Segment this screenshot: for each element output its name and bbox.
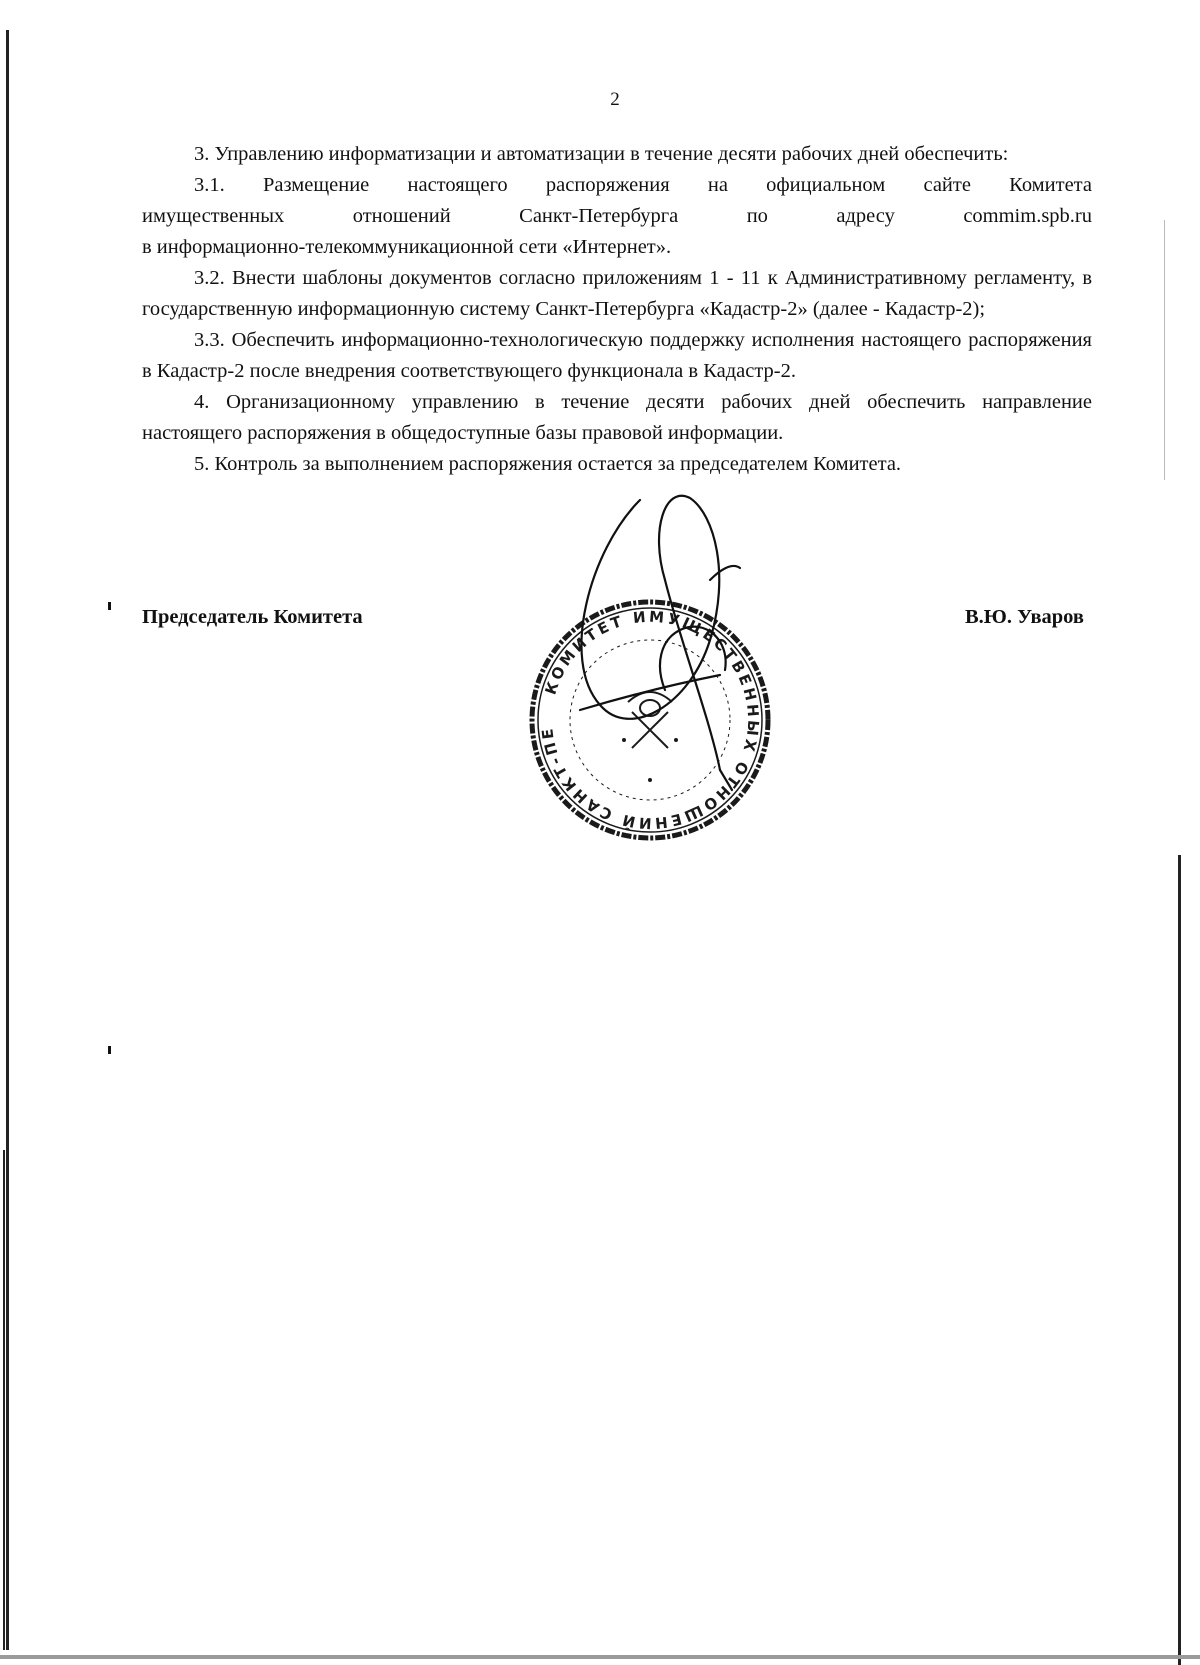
paragraph-3-2: 3.2. Внести шаблоны документов согласно приложениям 1 - 11 к Административному регламенту, в государственную информационную систему Санкт-Петербурга «Кадастр-2» (далее - Кадастр-2);: [142, 267, 1092, 320]
paragraph-3: 3. Управлению информатизации и автоматизации в течение десяти рабочих дней обеспечить:: [194, 143, 1009, 165]
paragraph-4: 4. Организационному управлению в течение десяти рабочих дней обеспечить направление настоящего распоряжения в общедоступные базы правовой информации.: [142, 391, 1092, 444]
paragraph-3-3: 3.3. Обеспечить информационно-технологическую поддержку исполнения настоящего распоряжения в Кадастр-2 после внедрения соответствующего функционала в Кадастр-2.: [142, 329, 1092, 382]
address-word: по: [746, 205, 768, 227]
paragraph-3-1-address-line: [142, 201, 1092, 232]
website-address: commim.spb.ru: [963, 205, 1092, 227]
signature-graphic: [570, 490, 790, 830]
paragraph-3-1-lead: 3.1. Размещение настоящего распоряжения на официальном сайте Комитета: [194, 174, 1092, 196]
document-body: [142, 139, 1092, 480]
scan-edge-bottom: [0, 1655, 1200, 1659]
paragraph-5: 5. Контроль за выполнением распоряжения остается за председателем Комитета.: [194, 453, 902, 475]
address-word: адресу: [836, 205, 895, 227]
punch-hole-mark: [108, 1046, 111, 1054]
scan-edge-right-faint: [1164, 220, 1165, 480]
page-number: 2: [610, 89, 620, 110]
punch-hole-mark: [108, 602, 111, 610]
paragraph-3-1-tail: в информационно-телекоммуникационной сети «Интернет».: [142, 236, 672, 258]
scan-edge-right: [1178, 855, 1181, 1665]
scan-edge-left: [6, 30, 9, 1650]
signatory-position: Председатель Комитета: [142, 606, 363, 628]
address-word: имущественных: [142, 205, 285, 227]
handwritten-signature: [570, 490, 790, 830]
address-word: Санкт-Петербурга: [519, 205, 679, 227]
svg-text:КОМИТЕТ ИМУЩЕСТВЕННЫХ ОТНОШЕНИ: КОМИТЕТ ИМУЩЕСТВЕННЫХ ОТНОШЕНИЙ САНКТ-ПЕ: [538, 607, 763, 833]
signatory-name: В.Ю. Уваров: [964, 606, 1084, 628]
address-word: отношений: [352, 205, 451, 227]
scan-edge-left-inner: [3, 1150, 5, 1650]
